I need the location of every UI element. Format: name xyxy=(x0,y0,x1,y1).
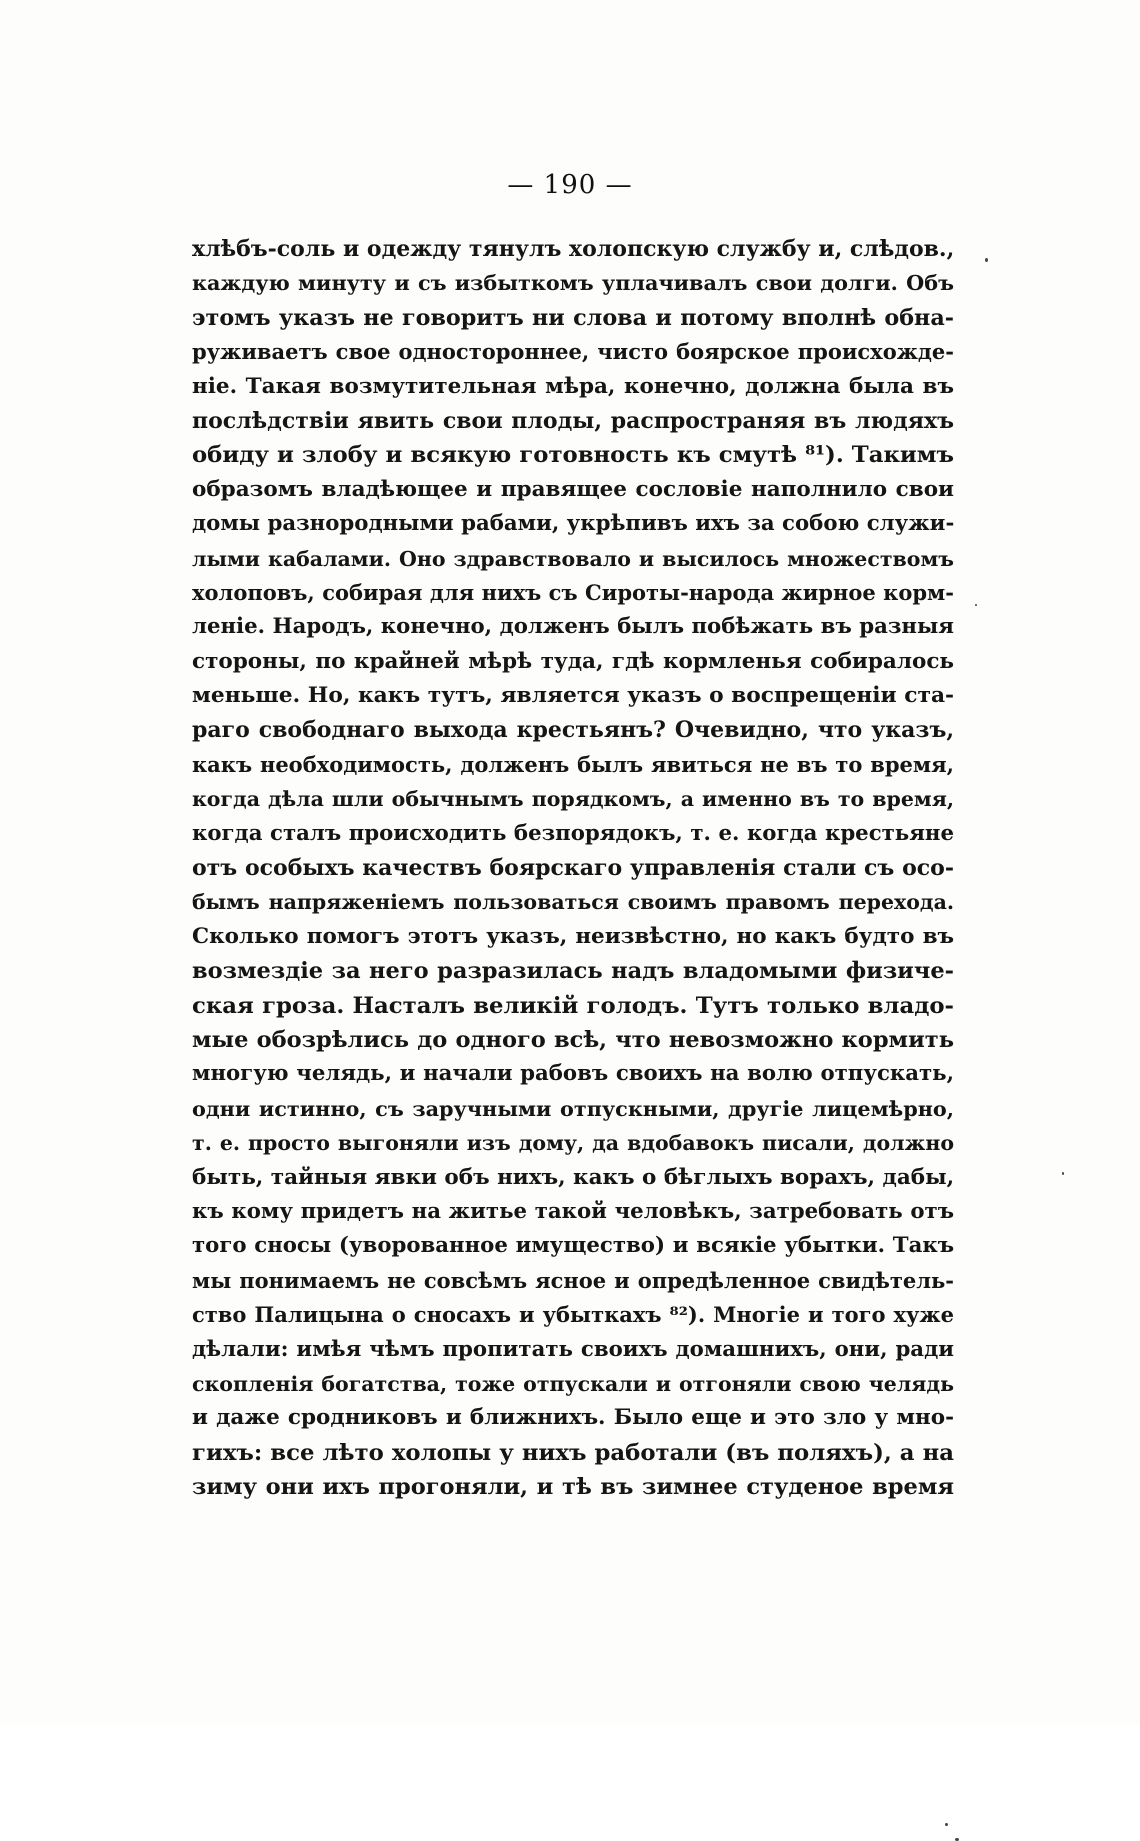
scan-speck xyxy=(975,604,977,606)
text-line: зиму они ихъ прогоняли, и тѣ въ зимнее студеное время xyxy=(192,1474,954,1501)
text-line: ство Палицына о сносахъ и убыткахъ ⁸²). Многіе и того хуже xyxy=(192,1302,954,1328)
text-line: многую челядь, и начали рабовъ своихъ на волю отпускать, xyxy=(192,1061,954,1087)
text-line: меньше. Но, какъ тутъ, является указъ о воспрещеніи ста- xyxy=(192,683,954,709)
text-line: руживаетъ свое одностороннее, чисто боярское происхожде- xyxy=(192,339,954,365)
body-text xyxy=(192,232,954,1504)
text-line: одни истинно, съ заручными отпускными, другіе лицемѣрно, xyxy=(192,1096,954,1121)
text-line: леніе. Народъ, конечно, долженъ былъ побѣжать въ разныя xyxy=(192,614,954,640)
scan-speck xyxy=(945,1823,948,1826)
text-line: отъ особыхъ качествъ боярскаго управленія стали съ осо- xyxy=(192,855,954,882)
text-line: мые обозрѣлись до одного всѣ, что невозможно кормить xyxy=(192,1026,954,1053)
text-line: возмездіе за него разразилась надъ владомыми физиче- xyxy=(192,958,954,985)
text-line: ніе. Такая возмутительная мѣра, конечно, должна была въ xyxy=(192,373,954,399)
text-line: Сколько помогъ этотъ указъ, неизвѣстно, но какъ будто въ xyxy=(192,923,954,949)
text-line: когда сталъ происходить безпорядокъ, т. е. когда крестьяне xyxy=(192,820,954,846)
text-line: домы разнородными рабами, укрѣпивъ ихъ за собою служи- xyxy=(192,511,954,537)
text-line: хлѣбъ-соль и одежду тянулъ холопскую службу и, слѣдов., xyxy=(192,236,954,262)
text-line: когда дѣла шли обычнымъ порядкомъ, а именно въ то время, xyxy=(192,787,954,812)
scan-speck xyxy=(1062,1172,1064,1175)
text-line: ская гроза. Насталъ великій голодъ. Тутъ только владо- xyxy=(192,992,954,1019)
text-line: образомъ владѣющее и правящее сословіе наполнило свои xyxy=(192,476,954,502)
text-line: послѣдствіи явить свои плоды, распространяя въ людяхъ xyxy=(192,407,954,434)
text-line: бымъ напряженіемъ пользоваться своимъ правомъ перехода. xyxy=(192,890,954,915)
text-line: и даже сродниковъ и ближнихъ. Было еще и это зло у мно- xyxy=(192,1405,954,1431)
text-line: обиду и злобу и всякую готовность къ смутѣ ⁸¹). Такимъ xyxy=(192,442,954,469)
text-line: лыми кабалами. Оно здравствовало и высилось множествомъ xyxy=(192,546,954,571)
text-line: раго свободнаго выхода крестьянъ? Очевидно, что указъ, xyxy=(192,717,954,744)
text-line: дѣлали: имѣя чѣмъ пропитать своихъ домашнихъ, они, ради xyxy=(192,1336,954,1362)
text-line: холоповъ, собирая для нихъ съ Сироты-народа жирное корм- xyxy=(192,579,954,605)
text-line: того сносы (уворованное имущество) и всякіе убытки. Такъ xyxy=(192,1233,954,1259)
text-line: какъ необходимость, долженъ былъ явиться не въ то время, xyxy=(192,751,954,777)
text-line: къ кому придетъ на житье такой человѣкъ, затребовать отъ xyxy=(192,1198,954,1224)
text-line: т. е. просто выгоняли изъ дому, да вдобавокъ писали, должно xyxy=(192,1131,954,1156)
text-line: мы понимаемъ не совсѣмъ ясное и опредѣленное свидѣтель- xyxy=(192,1267,954,1293)
text-line: стороны, по крайней мѣрѣ туда, гдѣ кормленья собиралось xyxy=(192,648,954,674)
text-line: гихъ: все лѣто холопы у нихъ работали (въ поляхъ), а на xyxy=(192,1439,954,1466)
scan-speck xyxy=(985,258,988,262)
text-line: скопленія богатства, тоже отпускали и отгоняли свою челядь xyxy=(192,1371,954,1396)
text-line: быть, тайныя явки объ нихъ, какъ о бѣглыхъ ворахъ, дабы, xyxy=(192,1164,954,1190)
text-line: каждую минуту и съ избыткомъ уплачивалъ свои долги. Объ xyxy=(192,271,954,296)
page-number: — 190 — xyxy=(507,170,633,200)
text-line: этомъ указъ не говоритъ ни слова и потому вполнѣ обна- xyxy=(192,304,954,331)
